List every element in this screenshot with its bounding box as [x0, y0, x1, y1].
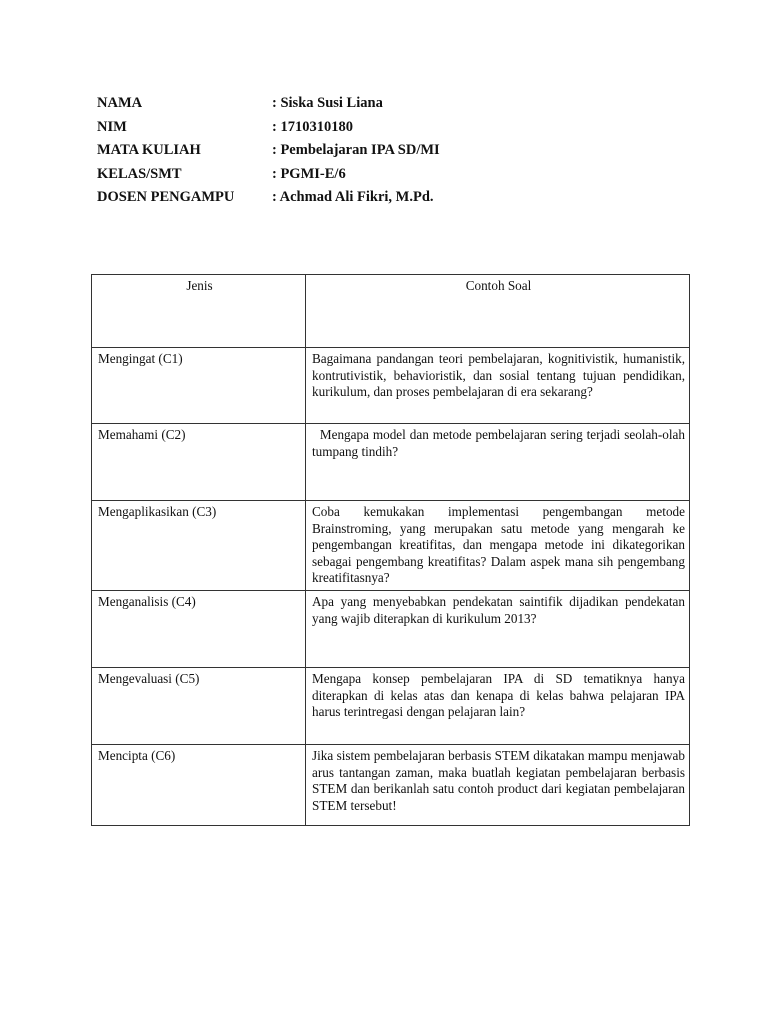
table-row: [92, 424, 690, 501]
row-jenis: Mengingat (C1): [92, 348, 306, 424]
table-row: [92, 745, 690, 826]
table-row: [92, 501, 690, 591]
info-value: : PGMI-E/6: [272, 165, 346, 182]
header-contoh-soal: Contoh Soal: [306, 275, 690, 348]
row-jenis: Mengevaluasi (C5): [92, 668, 306, 745]
info-label: NIM: [97, 118, 127, 135]
header-jenis: Jenis: [92, 275, 306, 348]
info-row-nama: [97, 92, 440, 116]
info-label: DOSEN PENGAMPU: [97, 189, 235, 206]
info-value: : Achmad Ali Fikri, M.Pd.: [272, 189, 434, 206]
info-label: KELAS/SMT: [97, 165, 182, 182]
info-value: : 1710310180: [272, 118, 353, 135]
student-info: [97, 92, 440, 210]
info-label: MATA KULIAH: [97, 142, 201, 159]
row-soal: Mengapa model dan metode pembelajaran sering terjadi seolah-olah tumpang tindih?: [306, 424, 690, 501]
info-row-nim: [97, 116, 440, 140]
info-label: NAMA: [97, 95, 143, 111]
row-soal: Coba kemukakan implementasi pengembangan metode Brainstroming, yang merupakan satu metode yang mengarah ke pengembangan kreatifitas, dan mengapa metode ini dikategorikan sebagai pengembang kreatifitas? Dalam aspek mana sih pengembang kreatifitasnya?: [306, 501, 690, 591]
table-row: [92, 668, 690, 745]
table-row: [92, 591, 690, 668]
info-value: : Siska Susi Liana: [272, 95, 383, 111]
row-soal: Mengapa konsep pembelajaran IPA di SD tematiknya hanya diterapkan di kelas atas dan kenapa di kelas bahwa pelajaran IPA harus terintregasi dengan pelajaran lain?: [306, 668, 690, 745]
info-value: : Pembelajaran IPA SD/MI: [272, 142, 440, 159]
row-soal: Jika sistem pembelajaran berbasis STEM dikatakan mampu menjawab arus tantangan zaman, maka buatlah kegiatan pembelajaran berbasis STEM dan berikanlah satu contoh product dari kegiatan pembelajaran STEM tersebut!: [306, 745, 690, 826]
row-jenis: Menganalisis (C4): [92, 591, 306, 668]
info-row-kelas: [97, 163, 440, 187]
question-table: [91, 274, 690, 826]
row-jenis: Mengaplikasikan (C3): [92, 501, 306, 591]
table-header-row: [92, 275, 690, 348]
row-jenis: Memahami (C2): [92, 424, 306, 501]
info-row-mata-kuliah: [97, 139, 440, 163]
info-row-dosen: [97, 186, 440, 210]
table-row: [92, 348, 690, 424]
row-jenis: Mencipta (C6): [92, 745, 306, 826]
row-soal: Apa yang menyebabkan pendekatan saintifik dijadikan pendekatan yang wajib diterapkan di kurikulum 2013?: [306, 591, 690, 668]
row-soal: Bagaimana pandangan teori pembelajaran, kognitivistik, humanistik, kontrutivistik, behavioristik, dan sosial tentang tujuan pendidikan, kurikulum, dan proses pembelajaran di era sekarang?: [306, 348, 690, 424]
